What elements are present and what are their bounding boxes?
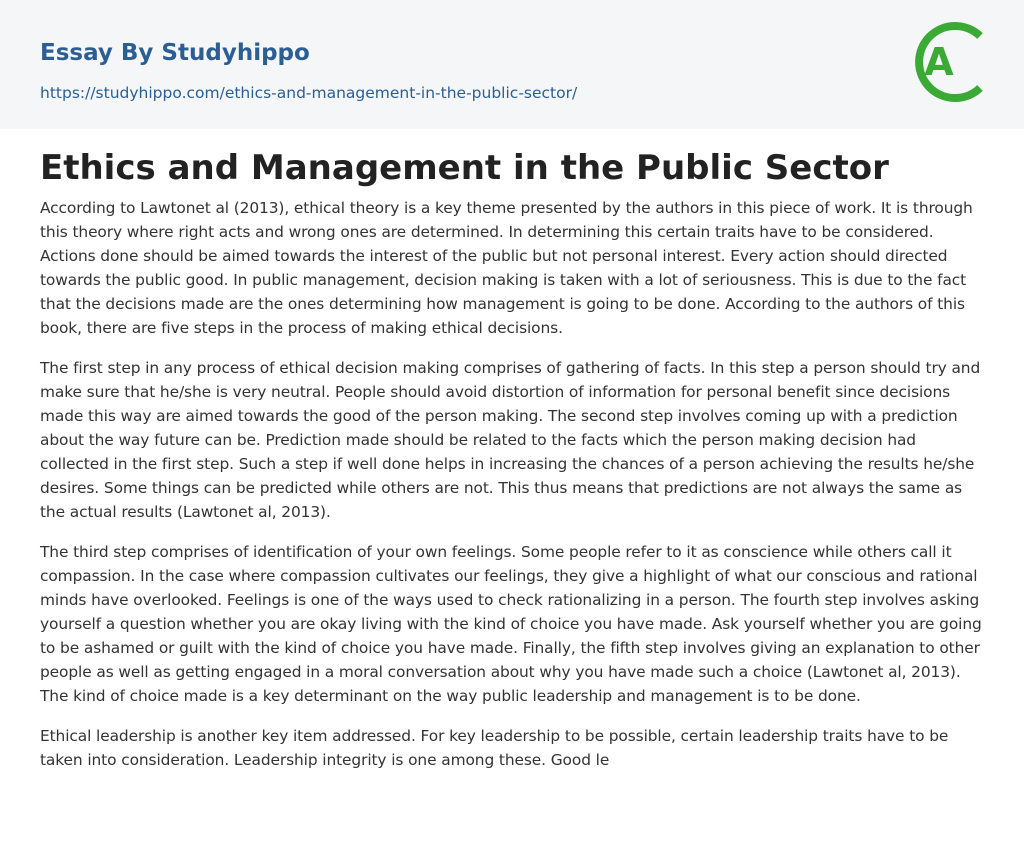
site-header: [0, 0, 1024, 129]
paragraph-1: According to Lawtonet al (2013), ethical theory is a key theme presented by the authors in this piece of work. It is through this theory where right acts and wrong ones are determined. In determining this certain traits have to be considered. Actions done should be aimed towards the interest of the public but not personal interest. Every action should directed towards the public good. In public management, decision making is taken with a lot of seriousness. This is due to the fact that the decisions made are the ones determining how management is going to be done. According to the authors of this book, there are five steps in the process of making ethical decisions.: [40, 199, 973, 337]
site-title[interactable]: Essay By Studyhippo: [40, 40, 310, 66]
studyhippo-logo-icon[interactable]: [906, 14, 990, 110]
paragraph-4: Ethical leadership is another key item addressed. For key leadership to be possible, certain leadership traits have to be taken into consideration. Leadership integrity is one among these. Good le: [40, 727, 949, 769]
source-url-link[interactable]: https://studyhippo.com/ethics-and-management-in-the-public-sector/: [40, 84, 578, 102]
paragraph-3: The third step comprises of identification of your own feelings. Some people refer to it as conscience while others call it compassion. In the case where compassion cultivates our feelings, they give a highlight of what our conscious and rational minds have overlooked. Feelings is one of the ways used to check rationalizing in a person. The fourth step involves asking yourself a question whether you are okay living with the kind of choice you have made. Ask yourself whether you are going to be ashamed or guilt with the kind of choice you have made. Finally, the fifth step involves giving an explanation to other people as well as getting engaged in a moral conversation about why you have made such a choice (Lawtonet al, 2013). The kind of choice made is a key determinant on the way public leadership and management is to be done.: [40, 543, 982, 705]
logo-letter: A: [924, 40, 954, 84]
paragraph-2: The first step in any process of ethical decision making comprises of gathering of facts. In this step a person should try and make sure that he/she is very neutral. People should avoid distortion of information for personal benefit since decisions made this way are aimed towards the good of the person making. The second step involves coming up with a prediction about the way future can be. Prediction made should be related to the facts which the person making decision had collected in the first step. Such a step if well done helps in increasing the chances of a person achieving the results he/she desires. Some things can be predicted while others are not. This thus means that predictions are not always the same as the actual results (Lawtonet al, 2013).: [40, 359, 981, 521]
article: [40, 146, 984, 788]
page-title: Ethics and Management in the Public Sector: [40, 148, 889, 188]
